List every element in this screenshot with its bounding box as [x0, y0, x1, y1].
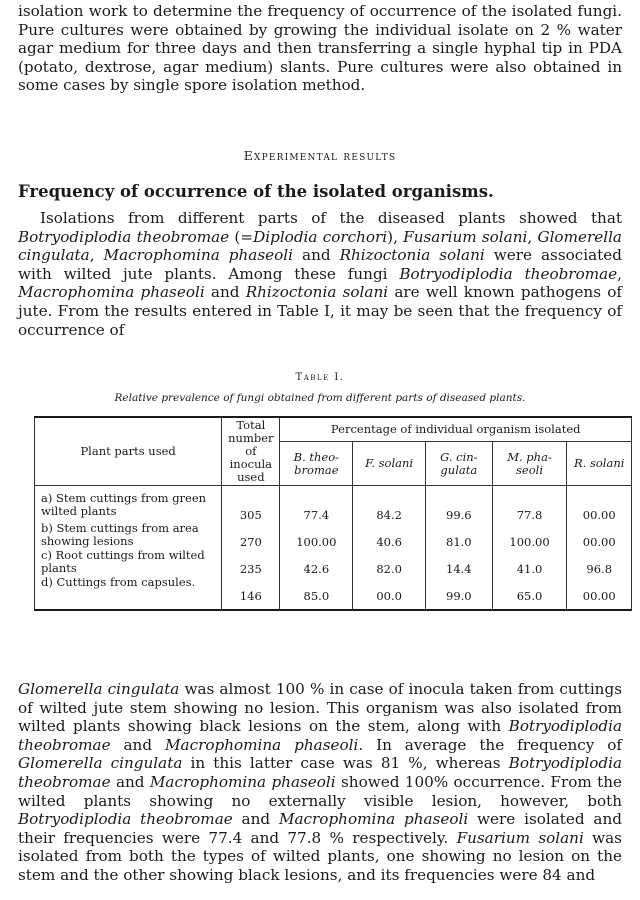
cell-total: 146 [222, 576, 280, 610]
text-run: and [293, 246, 340, 265]
text-run: and [204, 283, 246, 302]
text-run: and [232, 810, 279, 829]
table-row [35, 549, 632, 576]
cell-value: 84.2 [353, 486, 426, 523]
cell-value: 96.8 [567, 549, 632, 576]
species-name: Botryodiplodia theobromae [18, 717, 622, 754]
cell-value: 77.4 [280, 486, 353, 523]
results-paragraph [18, 209, 622, 339]
text-run: was isolated from both the types of wilted plants, one showing no lesion on the stem and the other showing black lesions, and its frequencies were 84 and [18, 828, 622, 884]
subheading: Frequency of occurrence of the isolated organisms. [18, 182, 494, 201]
text-run: and [110, 735, 165, 754]
cell-plant-part: a) Stem cuttings from green wilted plants [35, 486, 222, 523]
cell-total: 270 [222, 522, 280, 549]
cell-value: 42.6 [280, 549, 353, 576]
species-name: Macrophomina phaseoli [278, 810, 469, 829]
intro-paragraph [18, 2, 622, 95]
col-header-organism: R. solani [567, 442, 632, 486]
species-name: Fusarium solani [403, 227, 528, 246]
cell-value: 99.0 [426, 576, 493, 610]
prevalence-table [34, 416, 632, 611]
text-run: , [617, 264, 622, 283]
col-header-total-inocula: Total number of inocula used [222, 417, 280, 486]
text-run: (= [229, 227, 254, 246]
closing-paragraph [18, 680, 622, 885]
species-name: Glomerella cingulata [18, 754, 183, 773]
table-title: Table I. [295, 372, 345, 383]
cell-value: 100.00 [492, 522, 567, 549]
species-name: Botryodiplodia theobromae [18, 754, 622, 791]
text-run: were associated with wilted jute plants. Among these fungi [18, 246, 622, 283]
text-run: , [89, 246, 104, 265]
table-row [35, 486, 632, 523]
table-caption: Relative prevalence of fungi obtained from different parts of diseased plants. [114, 392, 526, 404]
text-run: , [527, 227, 538, 246]
species-name: Glomerella cingulata [18, 227, 622, 265]
col-header-organism: G. cin-gulata [426, 442, 493, 486]
table-row [35, 522, 632, 549]
species-name: Botryodiplodia theobromae [18, 810, 233, 829]
cell-value: 65.0 [492, 576, 567, 610]
text-run: was almost 100 % in case of inocula taken from cuttings of wilted jute stem showing no lesion. This organism was also isolated from wilted plants showing black lesions on the stem, along with [18, 680, 622, 736]
cell-value: 100.00 [280, 522, 353, 549]
text-run: were isolated and their frequencies were 77.4 and 77.8 % respectively. [18, 810, 622, 847]
col-header-organism: F. solani [353, 442, 426, 486]
cell-total: 235 [222, 549, 280, 576]
species-name: Macrophomina phaseoli [164, 735, 359, 754]
cell-value: 41.0 [492, 549, 567, 576]
cell-value: 00.00 [567, 486, 632, 523]
cell-plant-part: c) Root cuttings from wilted plants [35, 549, 222, 576]
species-name: Glomerella cingulata [18, 680, 180, 698]
cell-value: 00.00 [567, 576, 632, 610]
text-run: are well known pathogens of jute. From the results entered in Table I, it may be seen that the frequency of occurrence of [18, 283, 622, 339]
text-run: Isolations from different parts of the diseased plants showed that [40, 209, 622, 227]
cell-value: 00.0 [353, 576, 426, 610]
text-run: ), [387, 227, 404, 246]
cell-plant-part: d) Cuttings from capsules. [35, 576, 222, 610]
cell-value: 82.0 [353, 549, 426, 576]
cell-value: 77.8 [492, 486, 567, 523]
cell-value: 81.0 [426, 522, 493, 549]
text-run: showed 100% occurrence. From the wilted plants showing no externally visible lesion, however, both [18, 772, 622, 810]
species-name: Rhizoctonia solani [339, 246, 485, 265]
cell-value: 14.4 [426, 549, 493, 576]
species-name: Botryodiplodia theobromae [399, 264, 618, 283]
col-header-organism: B. theo-bromae [280, 442, 353, 486]
cell-total: 305 [222, 486, 280, 523]
species-name: Macrophomina phaseoli [103, 246, 294, 265]
species-name: Fusarium solani [456, 828, 584, 847]
table-row [35, 576, 632, 610]
col-header-plant-parts: Plant parts used [35, 417, 222, 486]
species-name: Diplodia corchori [253, 227, 388, 246]
text-run: . In average the frequency of [358, 735, 622, 754]
text-run: in this latter case was 81 %, whereas [182, 754, 509, 773]
text-run: isolation work to determine the frequency of occurrence of the isolated fungi. Pure cultures were obtained by growing the individual isolate on 2 % water agar medium for three days and then transferring a single hyphal tip in PDA (potato, dextrose, agar medium) slants. Pure cultures were also obtained in some cases by single spore isolation method. [18, 2, 622, 95]
cell-value: 85.0 [280, 576, 353, 610]
section-heading: Experimental results [243, 148, 397, 163]
cell-plant-part: b) Stem cuttings from area showing lesions [35, 522, 222, 549]
cell-value: 00.00 [567, 522, 632, 549]
species-name: Botryodiplodia theobromae [18, 227, 230, 246]
species-name: Macrophomina phaseoli [18, 283, 205, 302]
text-run: and [110, 772, 150, 791]
col-header-organism: M. pha-seoli [492, 442, 567, 486]
col-header-percentage: Percentage of individual organism isolated [280, 417, 632, 442]
species-name: Rhizoctonia solani [245, 283, 389, 302]
cell-value: 40.6 [353, 522, 426, 549]
species-name: Macrophomina phaseoli [149, 772, 336, 791]
cell-value: 99.6 [426, 486, 493, 523]
